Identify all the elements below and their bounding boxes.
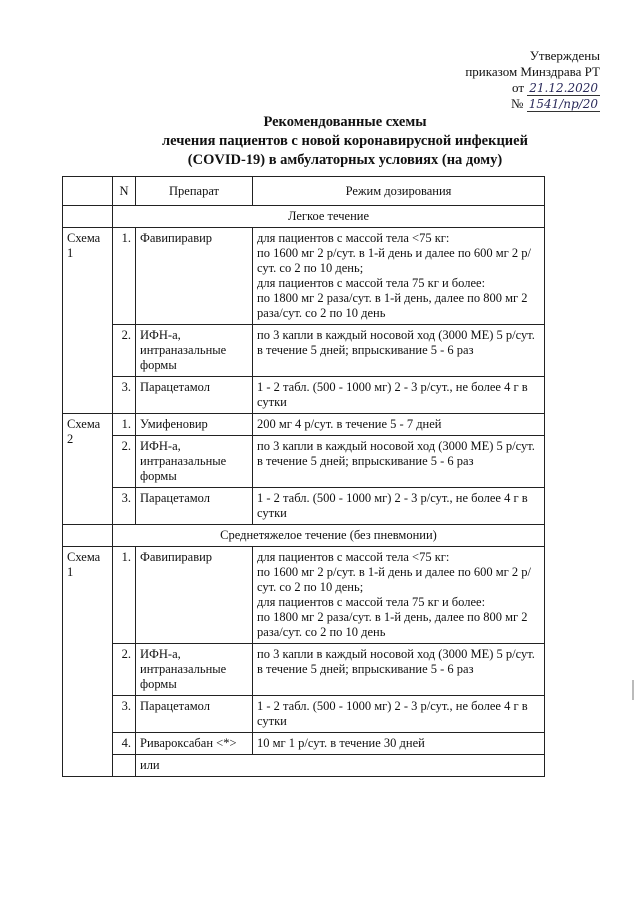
document-title	[110, 113, 580, 170]
row-drug: Парацетамол	[136, 488, 253, 525]
row-dosage: по 3 капли в каждый носовой ход (3000 МЕ) 5 р/сут. в течение 5 дней; впрыскивание 5 - 6 раз	[253, 644, 545, 696]
approval-line-1: Утверждены	[529, 48, 600, 63]
row-num: 1.	[113, 228, 136, 325]
section-moderate-title: Среднетяжелое течение (без пневмонии)	[113, 525, 545, 547]
title-line-3: (COVID-19) в амбулаторных условиях (на дому)	[187, 152, 503, 168]
row-drug: ИФН-а, интраназальные формы	[136, 436, 253, 488]
row-dosage: для пациентов с массой тела <75 кг: по 1600 мг 2 р/сут. в 1-й день и далее по 600 мг 2 р/сут. со 2 по 10 день; для пациентов с массой тела 75 кг и более: по 1800 мг 2 раза/сут. в 1-й день, далее по 800 мг 2 раза/сут. со 2 по 10 день	[253, 228, 545, 325]
row-num: 3.	[113, 696, 136, 733]
row-dosage: 1 - 2 табл. (500 - 1000 мг) 2 - 3 р/сут., не более 4 г в сутки	[253, 377, 545, 414]
table-row	[63, 228, 545, 325]
row-dosage: по 3 капли в каждый носовой ход (3000 МЕ) 5 р/сут. в течение 5 дней; впрыскивание 5 - 6 раз	[253, 436, 545, 488]
row-drug: Ривароксабан <*>	[136, 733, 253, 755]
row-drug: Фавипиравир	[136, 547, 253, 644]
row-num: 3.	[113, 377, 136, 414]
row-dosage: по 3 капли в каждый носовой ход (3000 МЕ) 5 р/сут. в течение 5 дней; впрыскивание 5 - 6 раз	[253, 325, 545, 377]
row-drug: ИФН-а, интраназальные формы	[136, 325, 253, 377]
header-drug: Препарат	[136, 177, 253, 206]
row-num-empty	[113, 755, 136, 777]
row-dosage: 1 - 2 табл. (500 - 1000 мг) 2 - 3 р/сут., не более 4 г в сутки	[253, 696, 545, 733]
table-row	[63, 325, 545, 377]
approval-date-prefix: от	[512, 80, 525, 95]
scheme-label: Схема 2	[63, 414, 113, 525]
scheme-label: Схема 1	[63, 228, 113, 414]
row-drug: Умифеновир	[136, 414, 253, 436]
header-scheme	[63, 177, 113, 206]
row-num: 2.	[113, 436, 136, 488]
approval-line-2: приказом Минздрава РТ	[465, 64, 600, 79]
table-row	[63, 547, 545, 644]
row-dosage: 1 - 2 табл. (500 - 1000 мг) 2 - 3 р/сут., не более 4 г в сутки	[253, 488, 545, 525]
row-drug: Фавипиравир	[136, 228, 253, 325]
table-row	[63, 377, 545, 414]
approval-date	[440, 80, 600, 96]
row-num: 1.	[113, 547, 136, 644]
approval-number	[440, 96, 600, 112]
row-dosage: 10 мг 1 р/сут. в течение 30 дней	[253, 733, 545, 755]
row-dosage: для пациентов с массой тела <75 кг: по 1600 мг 2 р/сут. в 1-й день и далее по 600 мг 2 р/сут. со 2 по 10 день; для пациентов с массой тела 75 кг и более: по 1800 мг 2 раза/сут. в 1-й день, далее по 800 мг 2 раза/сут. со 2 по 10 день	[253, 547, 545, 644]
table-row	[63, 488, 545, 525]
table-row	[63, 733, 545, 755]
row-or-label: или	[136, 755, 545, 777]
scheme-label: Схема 1	[63, 547, 113, 777]
section-mild-title: Легкое течение	[113, 206, 545, 228]
treatment-table	[62, 176, 545, 777]
header-dosage: Режим дозирования	[253, 177, 545, 206]
table-row	[63, 696, 545, 733]
row-num: 3.	[113, 488, 136, 525]
row-num: 2.	[113, 644, 136, 696]
table-row	[63, 644, 545, 696]
row-num: 2.	[113, 325, 136, 377]
table-header-row	[63, 177, 545, 206]
table-row	[63, 436, 545, 488]
row-drug: ИФН-а, интраназальные формы	[136, 644, 253, 696]
approval-stamp	[440, 48, 600, 112]
section-row-mild	[63, 206, 545, 228]
row-drug: Парацетамол	[136, 696, 253, 733]
title-line-2: лечения пациентов с новой коронавирусной инфекцией	[162, 133, 528, 149]
section-spacer	[63, 525, 113, 547]
approval-number-prefix: №	[511, 96, 524, 111]
row-num: 4.	[113, 733, 136, 755]
scan-edge-mark	[632, 680, 634, 700]
table-row	[63, 414, 545, 436]
section-spacer	[63, 206, 113, 228]
table-row-or	[63, 755, 545, 777]
approval-date-value: 21.12.2020	[529, 81, 598, 95]
approval-number-value: 1541/пр/20	[528, 97, 598, 111]
title-line-1: Рекомендованные схемы	[263, 114, 427, 130]
row-dosage: 200 мг 4 р/сут. в течение 5 - 7 дней	[253, 414, 545, 436]
section-row-moderate	[63, 525, 545, 547]
header-num: N	[113, 177, 136, 206]
row-num: 1.	[113, 414, 136, 436]
row-drug: Парацетамол	[136, 377, 253, 414]
